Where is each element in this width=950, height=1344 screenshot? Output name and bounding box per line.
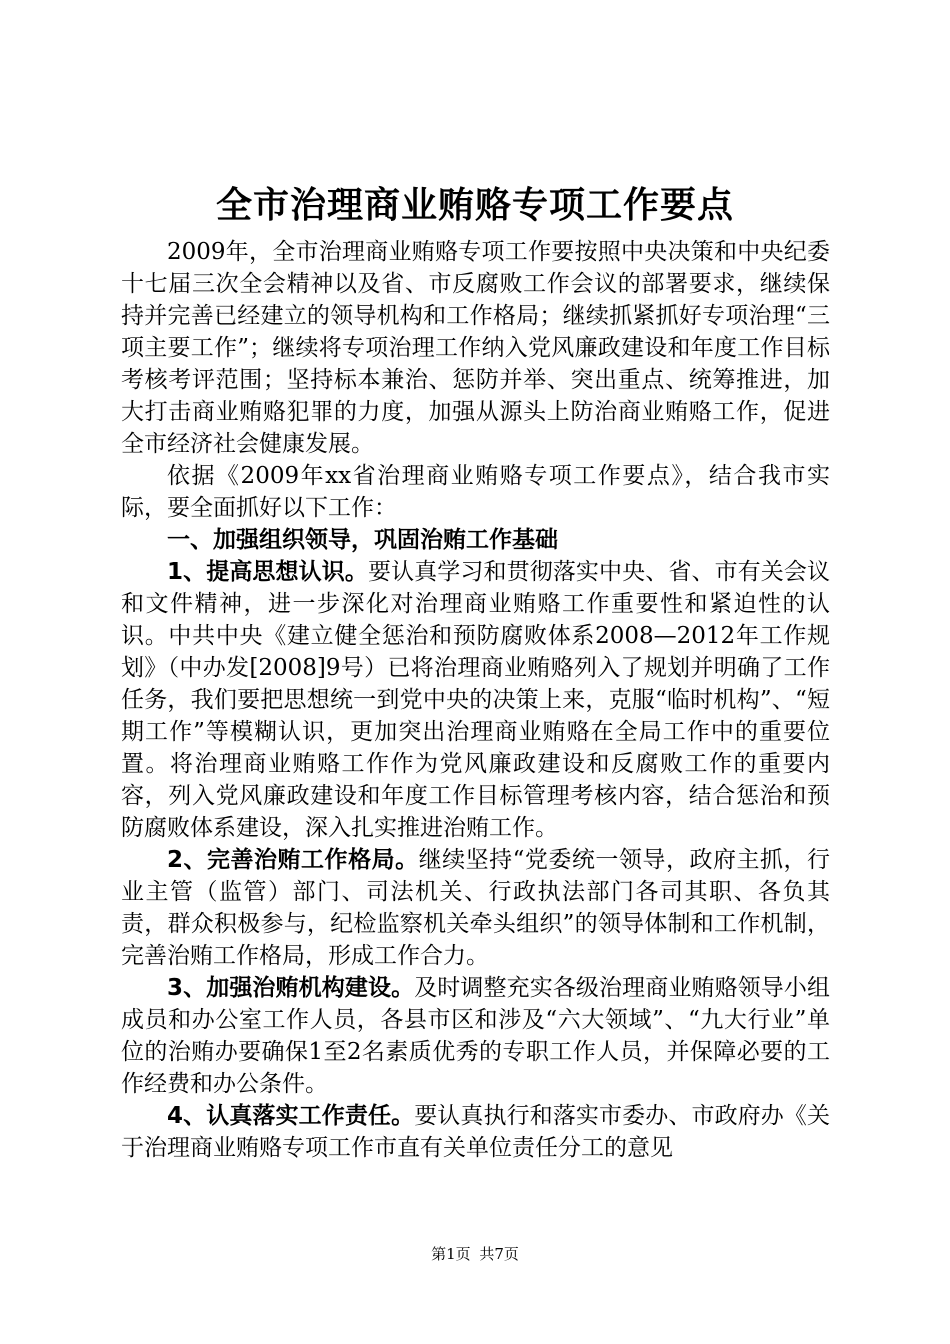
item-lead: 1、提高思想认识。 bbox=[167, 559, 368, 585]
item-text: 要认真学习和贯彻落实中央、省、市有关会议和文件精神，进一步深化对治理商业贿赂工作重要性和紧迫性的认识。中共中央《建立健全惩治和预防腐败体系2008—2012年工作规划》（中办发[2008]9号）已将治理商业贿赂列入了规划并明确了工作任务，我们要把思想统一到党中央的决策上来，克服“临时机构”、“短期工作”等模糊认识，更加突出治理商业贿赂在全局工作中的重要位置。将治理商业贿赂工作作为党风廉政建设和反腐败工作的重要内容，列入党风廉政建设和年度工作目标管理考核内容，结合惩治和预防腐败体系建设，深入扎实推进治贿工作。 bbox=[121, 559, 830, 841]
page-footer bbox=[0, 1244, 950, 1264]
basis-paragraph: 依据《2009年xx省治理商业贿赂专项工作要点》，结合我市实际，要全面抓好以下工作： bbox=[121, 463, 830, 521]
item-lead: 2、完善治贿工作格局。 bbox=[167, 847, 419, 873]
list-item bbox=[121, 844, 830, 972]
item-lead: 4、认真落实工作责任。 bbox=[167, 1103, 415, 1129]
list-item bbox=[121, 972, 830, 1100]
item-text: 及时调整充实各级治理商业贿赂领导小组成员和办公室工作人员，各县市区和涉及“六大领域”、“九大行业”单位的治贿办要确保1至2名素质优秀的专职工作人员，并保障必要的工作经费和办公条件。 bbox=[121, 975, 830, 1097]
section-heading: 一、加强组织领导，巩固治贿工作基础 bbox=[167, 527, 558, 553]
item-text: 继续坚持“党委统一领导，政府主抓，行业主管（监管）部门、司法机关、行政执法部门各司其职、各负其责，群众积极参与，纪检监察机关牵头组织”的领导体制和工作机制，完善治贿工作格局，形成工作合力。 bbox=[121, 847, 830, 969]
document-title: 全市治理商业贿赂专项工作要点 bbox=[215, 185, 734, 226]
list-item bbox=[121, 556, 830, 844]
item-text: 要认真执行和落实市委办、市政府办《关于治理商业贿赂专项工作市直有关单位责任分工的意见 bbox=[121, 1103, 830, 1161]
document-body bbox=[121, 236, 830, 1164]
page-total: 共7页 bbox=[479, 1245, 519, 1263]
item-lead: 3、加强治贿机构建设。 bbox=[167, 975, 415, 1001]
list-item bbox=[121, 1100, 830, 1164]
page-number: 第1页 bbox=[431, 1245, 471, 1263]
intro-paragraph: 2009年，全市治理商业贿赂专项工作要按照中央决策和中央纪委十七届三次全会精神以及省、市反腐败工作会议的部署要求，继续保持并完善已经建立的领导机构和工作格局；继续抓紧抓好专项治理“三项主要工作”；继续将专项治理工作纳入党风廉政建设和年度工作目标考核考评范围；坚持标本兼治、惩防并举、突出重点、统筹推进，加大打击商业贿赂犯罪的力度，加强从源头上防治商业贿赂工作，促进全市经济社会健康发展。 bbox=[121, 239, 830, 457]
